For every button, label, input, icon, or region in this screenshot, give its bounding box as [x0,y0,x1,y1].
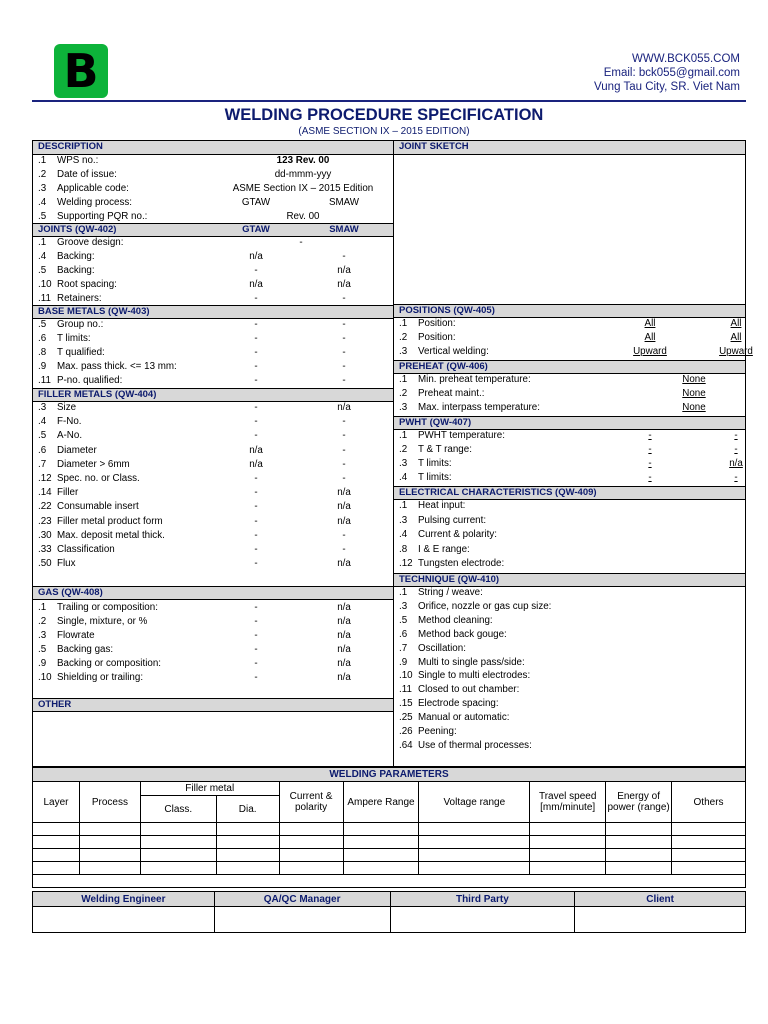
col-layer: Layer [33,782,80,823]
sig-box[interactable] [575,907,746,933]
electrical-row: .1 Heat input: [399,500,466,511]
sig-third-party: Third Party [390,892,575,907]
technique-row: .5 Method cleaning: [399,614,493,626]
positions-row: .1 Position: All All [399,318,742,329]
wps-form [32,140,753,767]
gas-header: GAS (QW-408) [33,586,393,600]
company-logo [54,44,108,98]
gas-row: .3 Flowrate - n/a [38,630,351,641]
sig-qaqc-manager: QA/QC Manager [214,892,390,907]
technique-row: .26 Peening: [399,726,457,737]
preheat-header: PREHEAT (QW-406) [394,360,745,374]
positions-row: .3 Vertical welding: Upward Upward [399,346,753,357]
description-header: DESCRIPTION [33,141,393,155]
positions-header: POSITIONS (QW-405) [394,304,745,318]
pwht-row: .2 T & T range: - - [399,444,738,455]
description-row: .1 WPS no.: 123 Rev. 00 [38,155,330,166]
parameter-row[interactable] [33,862,746,875]
col-others: Others [672,782,746,823]
col-dia: Dia. [216,796,279,823]
col-energy: Energy of power (range) [606,782,672,823]
pwht-row: .3 T limits: - n/a [399,458,743,469]
description-row: .3 Applicable code: ASME Section IX – 2015 Edition [38,183,374,194]
technique-row: .10 Single to multi electrodes: [399,670,531,682]
signatures-table [32,891,746,933]
electrical-row: .4 Current & polarity: [399,529,497,541]
header-divider [32,100,746,102]
filler-metals-row: .5 A-No. - - [38,430,346,442]
filler-metals-row: .50 Flux - n/a [38,558,351,570]
joints-row: .10 Root spacing: n/a n/a [38,279,351,290]
joints-row: .1 Groove design: - [38,237,303,248]
pwht-row: .1 PWHT temperature: - - [399,430,738,441]
filler-metals-row: .7 Diameter > 6mm n/a - [38,458,346,470]
spacer-row [33,875,746,888]
electrical-row: .12 Tungsten electrode: [399,558,505,570]
document-subtitle: (ASME SECTION IX – 2015 EDITION) [298,126,470,137]
parameter-row[interactable] [33,849,746,862]
sig-client: Client [575,892,746,907]
description-row: .4 Welding process: GTAW SMAW [38,197,360,208]
base-metals-header: BASE METALS (QW-403) [33,305,393,319]
address-text: Vung Tau City, SR. Viet Nam [594,81,740,93]
preheat-row: .2 Preheat maint.: None [399,388,706,399]
gas-row: .9 Backing or composition: - n/a [38,658,351,669]
website-text: WWW.BCK055.COM [632,53,740,65]
sig-welding-engineer: Welding Engineer [33,892,215,907]
filler-metals-row: .6 Diameter n/a - [38,444,346,456]
joints-row: .11 Retainers: - - [38,293,346,304]
filler-metals-row: .14 Filler - n/a [38,487,351,499]
description-row: .5 Supporting PQR no.: Rev. 00 [38,211,320,222]
filler-metals-row: .30 Max. deposit metal thick. - - [38,529,346,541]
welding-parameters-title: WELDING PARAMETERS [33,768,746,782]
welding-parameters-table [32,767,746,888]
col-process: Process [79,782,140,823]
gas-row: .2 Single, mixture, or % - n/a [38,616,351,627]
technique-row: .1 String / weave: [399,587,483,598]
filler-metals-row: .3 Size - n/a [38,402,351,413]
preheat-row: .1 Min. preheat temperature: None [399,374,706,385]
technique-row: .9 Multi to single pass/side: [399,656,525,668]
gas-row: .5 Backing gas: - n/a [38,644,351,655]
technique-row: .11 Closed to out chamber: [399,684,520,696]
electrical-row: .3 Pulsing current: [399,514,487,526]
filler-metals-row: .22 Consumable insert - n/a [38,501,351,513]
parameter-row[interactable] [33,836,746,849]
filler-metals-row: .4 F-No. - - [38,416,346,428]
joints-row: .4 Backing: n/a - [38,251,346,262]
positions-row: .2 Position: All All [399,332,742,343]
base-metals-row: .11 P-no. qualified: - - [38,375,346,386]
gas-row: .10 Shielding or trailing: - n/a [38,672,351,683]
technique-header: TECHNIQUE (QW-410) [394,573,745,587]
sig-box[interactable] [214,907,390,933]
filler-metals-header: FILLER METALS (QW-404) [33,388,393,402]
technique-row: .15 Electrode spacing: [399,698,499,710]
description-row: .2 Date of issue: dd-mmm-yyy [38,169,332,180]
technique-row: .3 Orifice, nozzle or gas cup size: [399,600,552,612]
base-metals-row: .9 Max. pass thick. <= 13 mm: - - [38,361,346,372]
pwht-row: .4 T limits: - - [399,472,738,483]
joints-row: .5 Backing: - n/a [38,265,351,276]
base-metals-row: .6 T limits: - - [38,333,346,344]
document-title: WELDING PROCEDURE SPECIFICATION [224,106,544,124]
technique-row: .7 Oscillation: [399,642,466,654]
base-metals-row: .5 Group no.: - - [38,319,346,330]
contact-block [594,52,740,94]
email-text: Email: bck055@gmail.com [603,67,740,79]
other-header: OTHER [33,698,393,712]
filler-metals-row: .23 Filler metal product form - n/a [38,515,351,527]
joints-header: JOINTS (QW-402) GTAW SMAW [33,223,393,237]
parameter-row[interactable] [33,823,746,836]
preheat-row: .3 Max. interpass temperature: None [399,402,706,413]
col-voltage: Voltage range [419,782,530,823]
col-filler-metal: Filler metal [140,782,279,796]
col-current: Current & polarity [279,782,343,823]
technique-row: .6 Method back gouge: [399,628,507,640]
sig-box[interactable] [390,907,575,933]
sig-box[interactable] [33,907,215,933]
col-travel-speed: Travel speed [mm/minute] [530,782,606,823]
gas-row: .1 Trailing or composition: - n/a [38,602,351,613]
col-class: Class. [140,796,216,823]
joint-sketch-header: JOINT SKETCH [394,141,745,155]
electrical-header: ELECTRICAL CHARACTERISTICS (QW-409) [394,486,745,500]
col-ampere: Ampere Range [343,782,419,823]
electrical-row: .8 I & E range: [399,543,470,555]
logo-letter: B [63,44,99,98]
base-metals-row: .8 T qualified: - - [38,347,346,358]
pwht-header: PWHT (QW-407) [394,416,745,430]
filler-metals-row: .33 Classification - - [38,544,346,555]
filler-metals-row: .12 Spec. no. or Class. - - [38,473,346,484]
technique-row: .64 Use of thermal processes: [399,739,532,751]
technique-row: .25 Manual or automatic: [399,712,510,724]
